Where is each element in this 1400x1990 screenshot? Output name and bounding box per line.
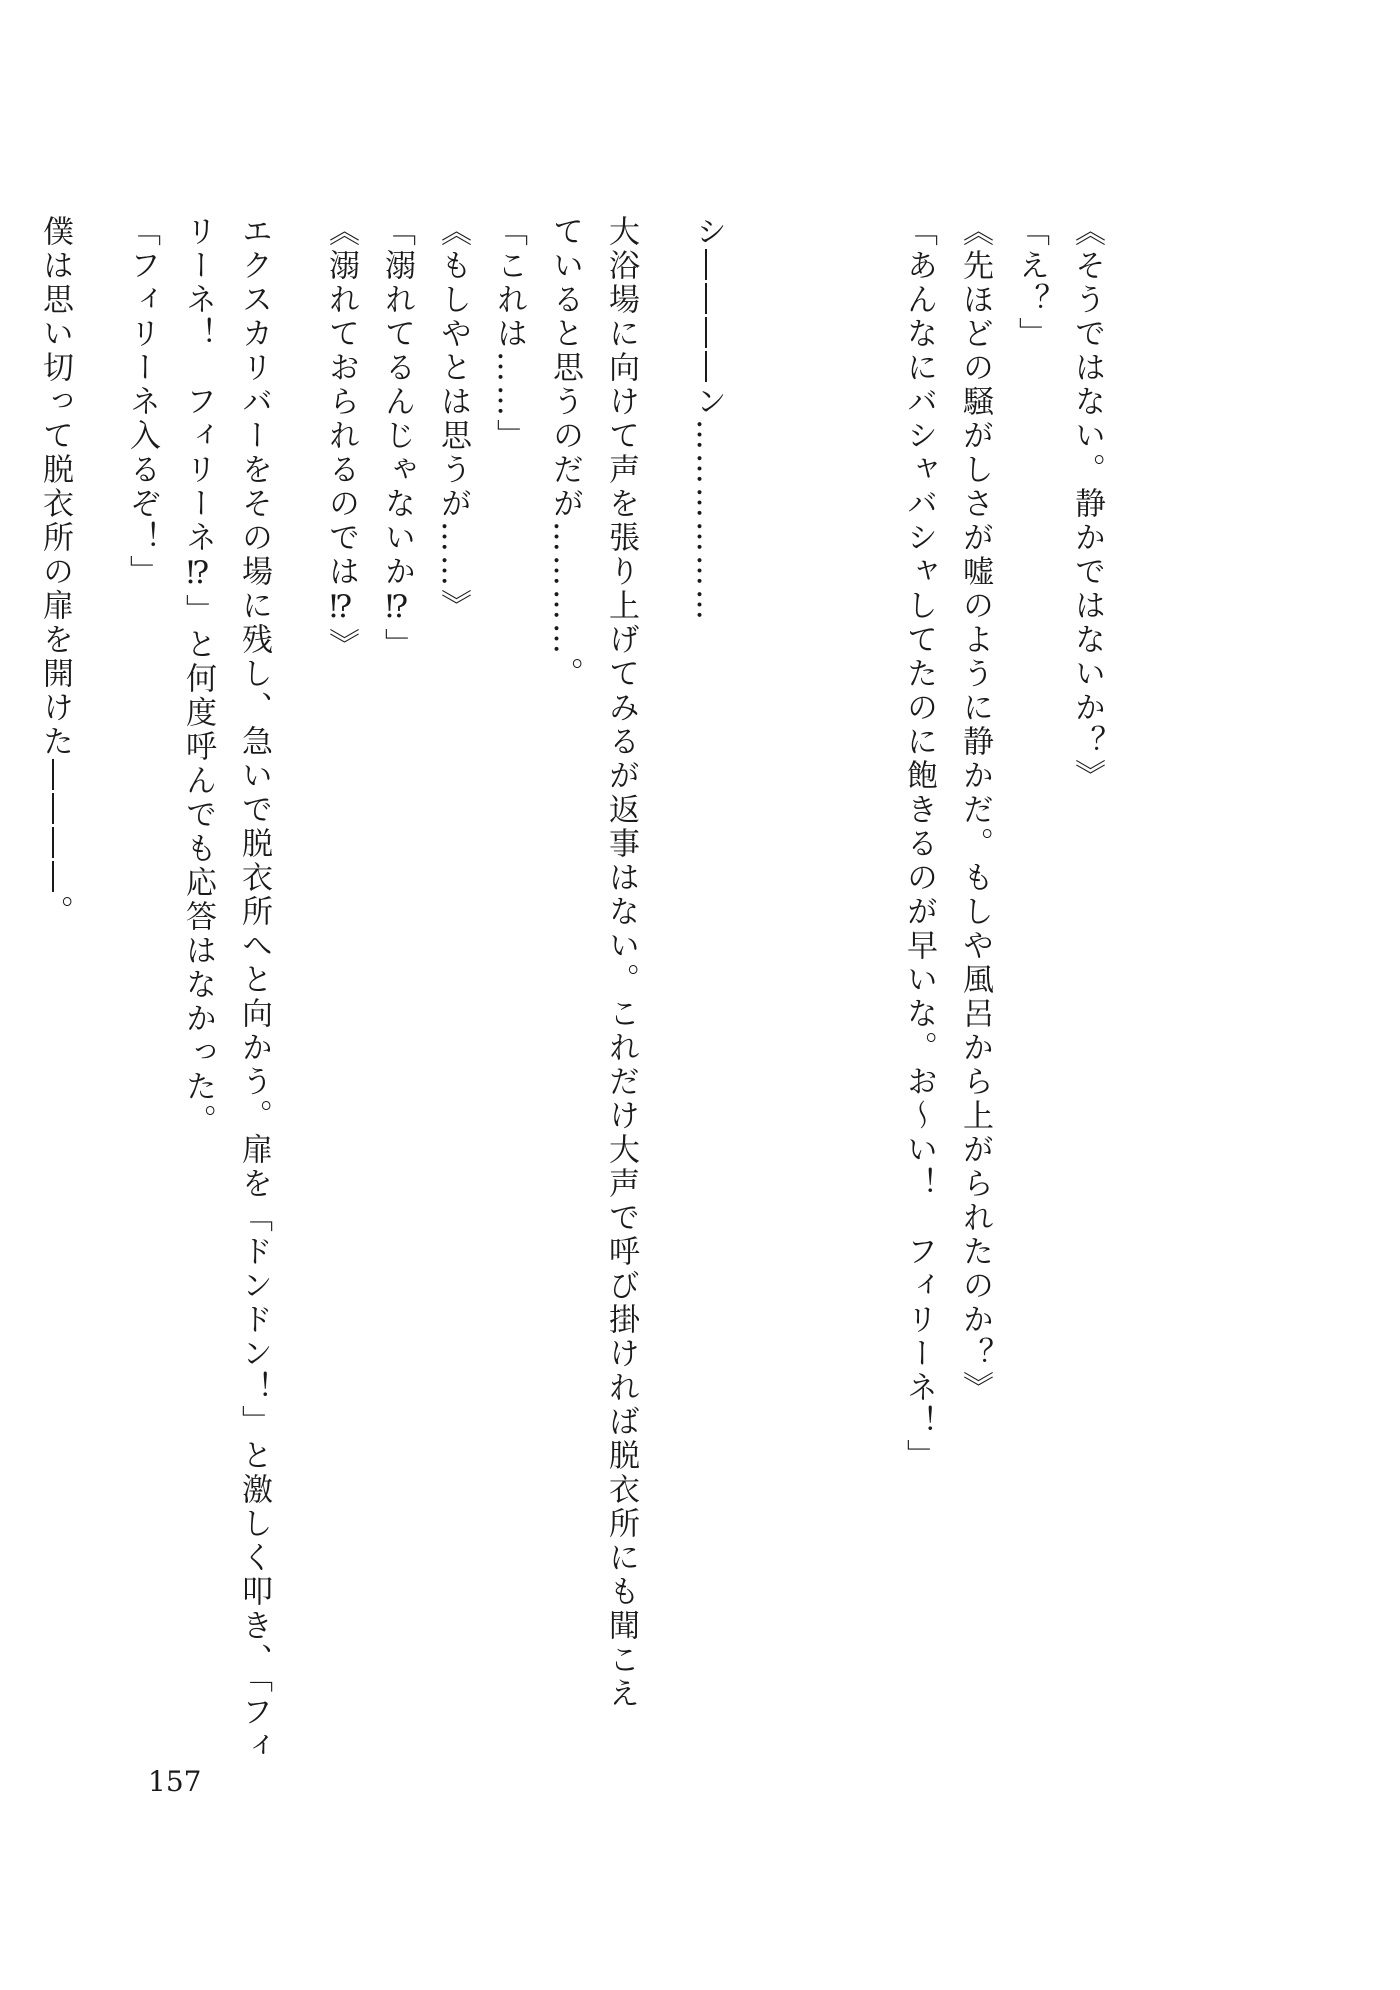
page-number: 157	[148, 1765, 202, 1798]
dialogue-line: 「あんなにバシャバシャしてたのに飽きるのが早いな。お～い！ フィリーネ！」	[901, 215, 937, 1473]
vertical-text-body	[37, 215, 1115, 1764]
narration-line: リーネ！ フィリーネ⁉」と何度呼んでも応答はなかった。	[180, 215, 216, 1138]
dialogue-line: 《先ほどの騒がしさが嘘のように静かだ。もしや風呂から上がられたのか？》	[957, 215, 993, 1405]
dialogue-line: 「溺れてるんじゃないか⁉」	[379, 215, 415, 662]
dialogue-line: 「これは……」	[491, 215, 527, 453]
narration-line: 僕は思い切って脱衣所の扉を開けた――――。	[37, 215, 73, 929]
sound-effect-line: シ――――ン………………	[690, 215, 726, 623]
narration-line: ていると思うのだが…………。	[547, 215, 583, 691]
dialogue-line: 《溺れておられるのでは⁉》	[323, 215, 359, 662]
narration-line: 大浴場に向けて声を張り上げてみるが返事はない。これだけ大声で呼び掛ければ脱衣所にも聞こえ	[603, 215, 639, 1711]
dialogue-line: 《もしやとは思うが……》	[435, 215, 471, 623]
dialogue-line: 「フィリーネ入るぞ！」	[124, 215, 160, 589]
narration-line: エクスカリバーをその場に残し、急いで脱衣所へと向かう。扉を「ドンドン！」と激しく叩き、「フィ	[236, 215, 272, 1764]
dialogue-line: 「え？」	[1013, 215, 1049, 351]
dialogue-line: 《そうではない。静かではないか？》	[1069, 215, 1105, 793]
